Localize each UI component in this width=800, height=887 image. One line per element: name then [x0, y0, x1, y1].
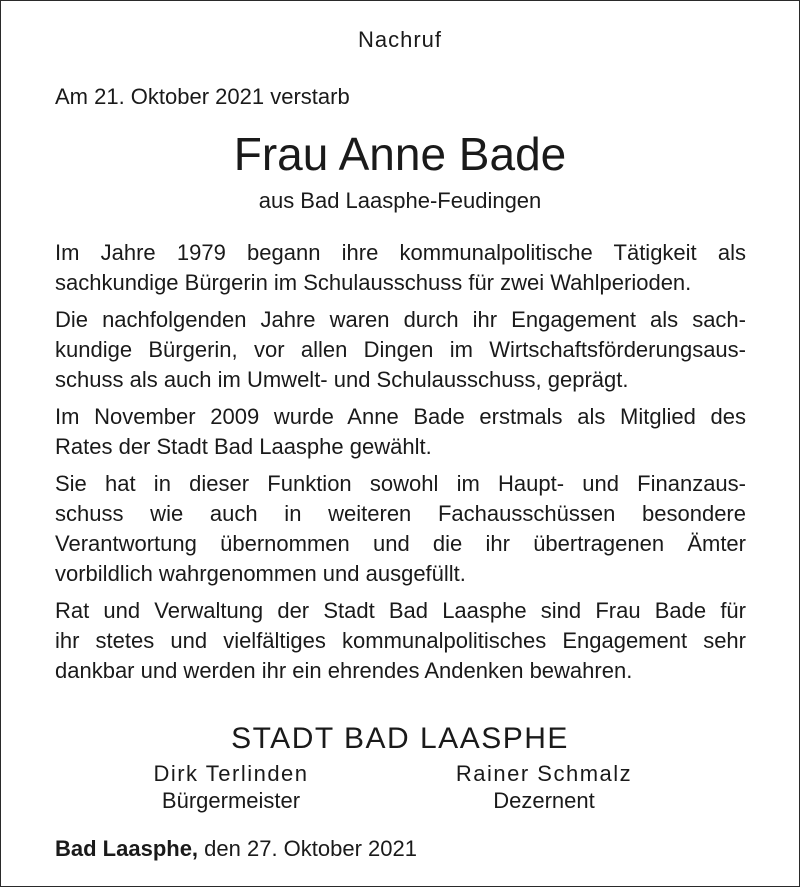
text-line: Die nachfolgenden Jahre waren durch ihr Engagement als sach-: [55, 307, 746, 332]
text-line: dankbar und werden ihr ein ehrendes Andenken bewahren.: [55, 658, 633, 683]
obituary-body: [55, 238, 746, 693]
text-line: schuss als auch im Umwelt- und Schulausschuss, geprägt.: [55, 367, 629, 392]
text-line: Im November 2009 wurde Anne Bade erstmals als Mitglied des: [55, 404, 746, 429]
text-line: kundige Bürgerin, vor allen Dingen im Wirtschaftsförderungsaus-: [55, 337, 746, 362]
notice-heading: Nachruf: [357, 27, 443, 52]
signer-name: Dirk Terlinden: [153, 761, 309, 786]
paragraph-2: [55, 305, 746, 395]
paragraph-1: [55, 238, 746, 298]
signer-name: Rainer Schmalz: [455, 761, 633, 786]
dateline: [55, 836, 417, 862]
text-line: Rat und Verwaltung der Stadt Bad Laasphe sind Frau Bade für: [55, 598, 746, 623]
text-line: schuss wie auch in weiteren Fachausschüssen besondere: [55, 501, 746, 526]
deceased-name: Frau Anne Bade: [233, 128, 567, 180]
signer-mayor: [101, 760, 361, 814]
paragraph-5: [55, 596, 746, 686]
text-line: Verantwortung übernommen und die ihr übertragenen Ämter: [55, 531, 746, 556]
text-line: sachkundige Bürgerin im Schulausschuss für zwei Wahlperioden.: [55, 270, 692, 295]
text-line: Im Jahre 1979 begann ihre kommunalpolitische Tätigkeit als: [55, 240, 746, 265]
city-name: STADT BAD LAASPHE: [231, 722, 569, 755]
intro-line: Am 21. Oktober 2021 verstarb: [55, 84, 350, 109]
text-line: Rates der Stadt Bad Laasphe gewählt.: [55, 434, 432, 459]
text-line: vorbildlich wahrgenommen und ausgefüllt.: [55, 561, 466, 586]
signer-role: Bürgermeister: [161, 788, 301, 813]
dateline-place: Bad Laasphe,: [55, 836, 199, 861]
signer-role: Dezernent: [493, 788, 595, 813]
paragraph-4: [55, 469, 746, 589]
dateline-date: den 27. Oktober 2021: [204, 836, 417, 861]
paragraph-3: [55, 402, 746, 462]
text-line: ihr stetes und vielfältiges kommunalpolitisches Engagement sehr: [55, 628, 746, 653]
origin-line: aus Bad Laasphe-Feudingen: [258, 188, 542, 213]
text-line: Sie hat in dieser Funktion sowohl im Haupt- und Finanzaus-: [55, 471, 746, 496]
signer-dezernent: [414, 760, 674, 814]
